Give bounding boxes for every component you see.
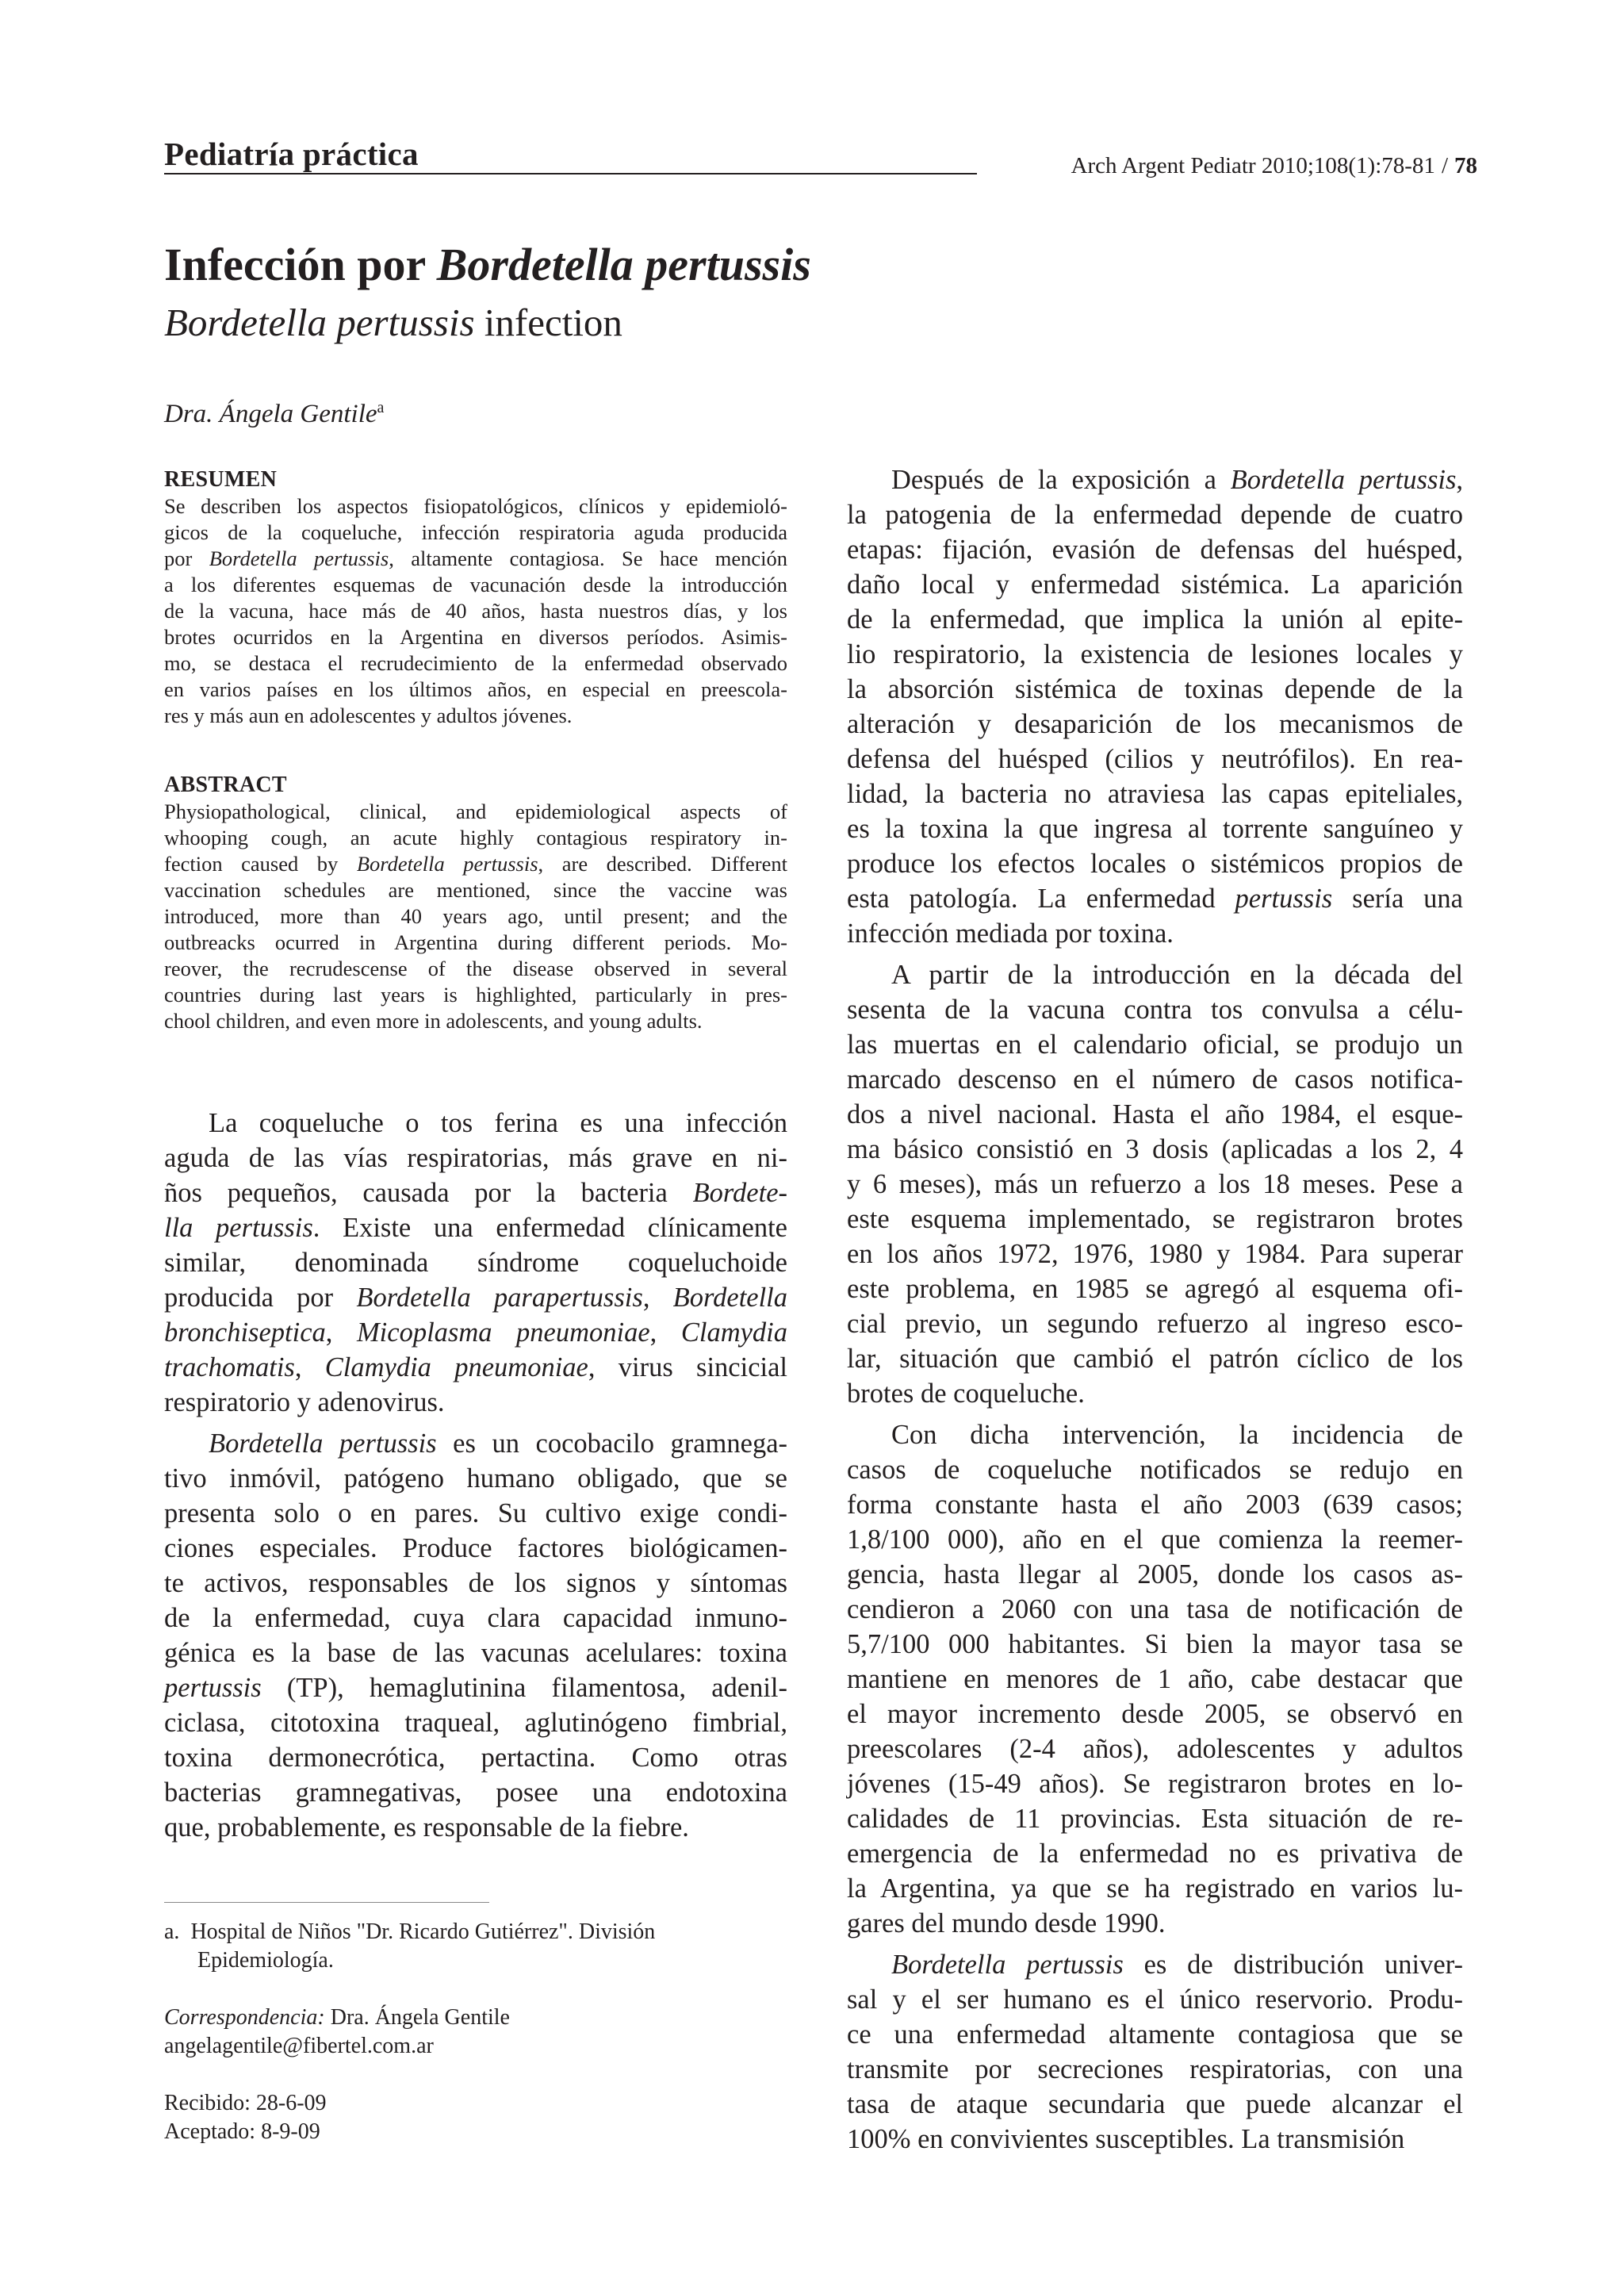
text-line: la patogenia de la enfermedad depende de cuatro [847,500,1463,530]
text-line: lidad, la bacteria no atraviesa las capas epiteliales, [847,779,1463,809]
text-line: la absorción sistémica de toxinas depende de la [847,674,1463,704]
text-line: marcado descenso en el número de casos notifica- [847,1064,1463,1095]
text-line: de la enfermedad, que implica la unión al epite- [847,604,1463,635]
text-line: este esquema implementado, se registraron brotes [847,1204,1463,1234]
body-paragraph [847,1947,1463,2157]
resumen-block [164,466,787,729]
text-line: esta patología. La enfermedad pertussis sería una [847,884,1463,914]
author-name: Dra. Ángela Gentile [164,400,377,428]
abstract-text [164,799,787,1034]
text-line: preescolares (2-4 años), adolescentes y adultos [847,1734,1463,1764]
text-line: calidades de 11 provincias. Esta situación de re- [847,1804,1463,1834]
page-number: 78 [1454,153,1477,178]
citation-text: Arch Argent Pediatr 2010;108(1):78-81 [1071,153,1435,178]
text-line: a los diferentes esquemas de vacunación desde la introducción [164,573,787,596]
text-line: Se describen los aspectos fisiopatológicos, clínicos y epidemioló- [164,494,787,518]
text-line: 100% en convivientes susceptibles. La transmisión [847,2124,1405,2154]
text-line: cial previo, un segundo refuerzo al ingreso esco- [847,1309,1463,1339]
author-line [164,399,384,429]
text-line: en los años 1972, 1976, 1980 y 1984. Para superar [847,1239,1463,1269]
text-line: cendieron a 2060 con una tasa de notificación de [847,1594,1463,1624]
text-line: res y más aun en adolescentes y adultos jóvenes. [164,704,573,727]
text-line: ciclasa, citotoxina traqueal, aglutinógeno fimbrial, [164,1708,787,1738]
abstract-heading: ABSTRACT [164,773,287,797]
text-line: trachomatis, Clamydia pneumoniae, virus sincicial [164,1352,787,1382]
text-line: bacterias gramnegativas, posee una endotoxina [164,1777,787,1808]
body-column-left [164,1106,787,1845]
corr-label: Correspondencia: [164,2005,325,2030]
text-line: ciones especiales. Produce factores biológicamen- [164,1533,787,1563]
article-subtitle [164,300,622,345]
text-line: este problema, en 1985 se agregó al esquema ofi- [847,1274,1463,1304]
text-line: casos de coqueluche notificados se redujo en [847,1455,1463,1485]
text-line: fection caused by Bordetella pertussis, are described. Different [164,852,787,876]
text-line: etapas: fijación, evasión de defensas del huésped, [847,535,1463,565]
text-line: emergencia de la enfermedad no es privativa de [847,1839,1463,1869]
text-line: el mayor incremento desde 2005, se observó en [847,1699,1463,1729]
text-line: whooping cough, an acute highly contagious respiratory in- [164,826,787,849]
text-line: lla pertussis. Existe una enfermedad clínicamente [164,1213,787,1243]
text-line: sal y el ser humano es el único reservorio. Produ- [847,1984,1463,2015]
text-line: jóvenes (15-49 años). Se registraron brotes en lo- [847,1769,1463,1799]
text-line: respiratorio y adenovirus. [164,1387,445,1417]
text-line: outbreacks ocurred in Argentina during different periods. Mo- [164,930,787,954]
text-line: y 6 meses), más un refuerzo a los 18 meses. Pese a [847,1169,1463,1199]
text-line: por Bordetella pertussis, altamente contagiosa. Se hace mención [164,546,788,570]
text-line: dos a nivel nacional. Hasta el año 1984, el esque- [847,1099,1463,1129]
section-label: Pediatría práctica [164,136,419,172]
text-line: producida por Bordetella parapertussis, Bordetella [164,1283,788,1313]
text-line: es la toxina la que ingresa al torrente sanguíneo y [847,814,1463,844]
affil-line2: Epidemiología. [197,1948,334,1973]
text-line: presenta solo o en pares. Su cultivo exige condi- [164,1498,787,1528]
text-line: génica es la base de las vacunas acelulares: toxina [164,1638,787,1668]
header-rule [164,173,977,174]
text-line: mantiene en menores de 1 año, cabe destacar que [847,1664,1463,1694]
title-prefix: Infección por [164,239,437,290]
text-line: A partir de la introducción en la década del [891,960,1463,990]
text-line: tasa de ataque secundaria que puede alcanzar el [847,2089,1463,2119]
affiliation-footnote [164,1918,787,1975]
text-line: 1,8/100 000), año en el que comienza la reemer- [847,1524,1463,1555]
text-line: Bordetella pertussis es de distribución univer- [891,1950,1463,1980]
text-line: Con dicha intervención, la incidencia de [891,1420,1463,1450]
text-line: daño local y enfermedad sistémica. La aparición [847,569,1463,600]
text-line: gencia, hasta llegar al 2005, donde los casos as- [847,1559,1463,1589]
text-line: infección mediada por toxina. [847,918,1174,949]
body-column-right [847,462,1463,2157]
text-line: tivo inmóvil, patógeno humano obligado, que se [164,1463,787,1494]
text-line: gicos de la coqueluche, infección respiratoria aguda producida [164,520,787,544]
corr-email[interactable]: angelagentile@fibertel.com.ar [164,2034,434,2058]
dates-footnote [164,2089,787,2146]
title-organism: Bordetella pertussis [436,239,811,290]
journal-citation [1071,153,1477,179]
affil-line1: Hospital de Niños "Dr. Ricardo Gutiérrez". División [190,1919,656,1944]
affil-mark: a. [164,1919,180,1944]
subtitle-organism: Bordetella pertussis [164,301,475,344]
text-line: ma básico consistió en 3 dosis (aplicadas a los 2, 4 [847,1134,1463,1164]
text-line: countries during last years is highlighted, particularly in pres- [164,983,787,1007]
text-line: lio respiratorio, la existencia de lesiones locales y [847,639,1463,669]
body-paragraph [847,462,1463,951]
abstract-block [164,772,787,1034]
text-line: ce una enfermedad altamente contagiosa que se [847,2019,1463,2050]
text-line: alteración y desaparición de los mecanismos de [847,709,1463,739]
text-line: chool children, and even more in adolescents, and young adults. [164,1009,703,1033]
subtitle-suffix: infection [474,301,622,344]
text-line: transmite por secreciones respiratorias, con una [847,2054,1463,2084]
received-date: Recibido: 28-6-09 [164,2091,327,2115]
text-line: vaccination schedules are mentioned, since the vaccine was [164,878,787,902]
text-line: bronchiseptica, Micoplasma pneumoniae, Clamydia [164,1317,788,1348]
text-line: Physiopathological, clinical, and epidemiological aspects of [164,800,787,823]
text-line: sesenta de la vacuna contra tos convulsa a célu- [847,995,1463,1025]
text-line: pertussis (TP), hemaglutinina filamentosa, adenil- [164,1673,787,1703]
text-line: La coqueluche o tos ferina es una infección [209,1108,787,1138]
resumen-text [164,493,787,729]
text-line: la Argentina, ya que se ha registrado en varios lu- [847,1873,1463,1904]
text-line: Después de la exposición a Bordetella pertussis, [891,465,1464,495]
text-line: gares del mundo desde 1990. [847,1908,1166,1938]
text-line: te activos, responsables de los signos y síntomas [164,1568,787,1598]
text-line: en varios países en los últimos años, en especial en preescola- [164,677,787,701]
correspondence-footnote [164,2004,787,2061]
footnote-rule [164,1902,489,1903]
accepted-date: Aceptado: 8-9-09 [164,2119,320,2144]
text-line: de la vacuna, hace más de 40 años, hasta nuestros días, y los [164,599,787,623]
text-line: similar, denominada síndrome coqueluchoide [164,1248,787,1278]
text-line: forma constante hasta el año 2003 (639 casos; [847,1490,1463,1520]
text-line: 5,7/100 000 habitantes. Si bien la mayor tasa se [847,1629,1463,1659]
text-line: que, probablemente, es responsable de la fiebre. [164,1812,689,1843]
text-line: lar, situación que cambió el patrón cíclico de los [847,1344,1463,1374]
resumen-heading: RESUMEN [164,467,278,492]
text-line: Bordetella pertussis es un cocobacilo gramnega- [209,1428,787,1459]
text-line: brotes ocurridos en la Argentina en diversos períodos. Asimis- [164,625,787,649]
text-line: toxina dermonecrótica, pertactina. Como otras [164,1743,787,1773]
body-paragraph [847,1417,1463,1941]
text-line: mo, se destaca el recrudecimiento de la enfermedad observado [164,651,787,675]
article-title [164,238,811,291]
body-paragraph [164,1426,787,1845]
text-line: ños pequeños, causada por la bacteria Bordete- [164,1178,787,1208]
text-line: las muertas en el calendario oficial, se produjo un [847,1030,1463,1060]
body-paragraph [164,1106,787,1420]
text-line: produce los efectos locales o sistémicos propios de [847,849,1463,879]
text-line: introduced, more than 40 years ago, until present; and the [164,904,787,928]
author-affil-mark: a [377,399,385,416]
text-line: defensa del huésped (cilios y neutrófilos). En rea- [847,744,1463,774]
citation-separator: / [1441,153,1448,178]
text-line: reover, the recrudescense of the disease observed in several [164,957,787,980]
text-line: brotes de coqueluche. [847,1379,1085,1409]
text-line: de la enfermedad, cuya clara capacidad inmuno- [164,1603,787,1633]
text-line: aguda de las vías respiratorias, más grave en ni- [164,1143,787,1173]
body-paragraph [847,957,1463,1411]
corr-name: Dra. Ángela Gentile [324,2005,510,2030]
